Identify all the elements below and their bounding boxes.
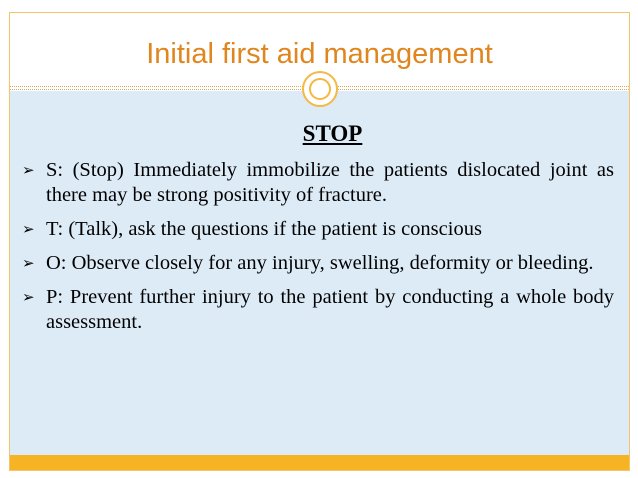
list-item <box>20 158 614 208</box>
list-item <box>20 285 614 335</box>
bullet-text: P: Prevent further injury to the patient by conducting a whole body assessment. <box>46 286 614 333</box>
arrow-bullet-icon: ➢ <box>22 254 35 272</box>
bullet-list <box>20 158 614 344</box>
bullet-text: S: (Stop) Immediately immobilize the patients dislocated joint as there may be strong positivity of fracture. <box>46 159 614 206</box>
circle-ornament-icon <box>302 71 338 107</box>
bullet-text: T: (Talk), ask the questions if the patient is conscious <box>46 218 482 240</box>
circle-ornament-inner <box>309 78 331 100</box>
bullet-text: O: Observe closely for any injury, swelling, deformity or bleeding. <box>46 252 594 274</box>
list-item <box>20 217 614 242</box>
arrow-bullet-icon: ➢ <box>22 288 35 306</box>
list-item <box>20 251 614 276</box>
section-heading: STOP <box>302 121 363 146</box>
slide-title: Initial first aid management <box>146 38 493 70</box>
arrow-bullet-icon: ➢ <box>22 161 35 179</box>
arrow-bullet-icon: ➢ <box>22 220 35 238</box>
